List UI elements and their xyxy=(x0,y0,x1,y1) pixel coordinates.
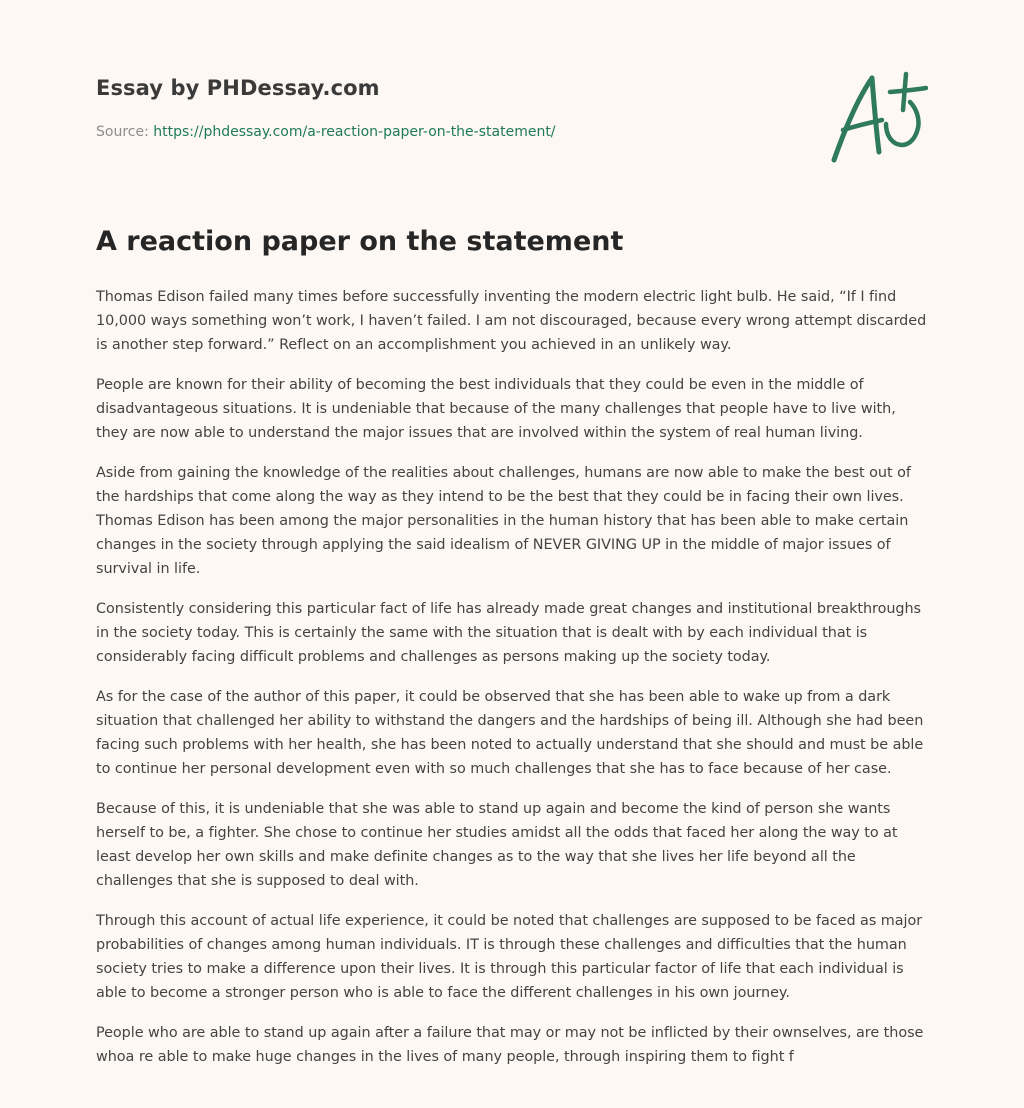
essay-paragraph: Through this account of actual life experience, it could be noted that challenges are supposed to be faced as major probabilities of changes among human individuals. IT is through these challenges and difficulties that the human society tries to make a difference upon their lives. It is through this particular factor of life that each individual is able to become a stronger person who is able to face the different challenges in his own journey. xyxy=(96,913,923,1001)
essay-paragraph: As for the case of the author of this paper, it could be observed that she has been able to wake up from a dark situation that challenged her ability to withstand the dangers and the hardships of being ill. Although she had been facing such problems with her health, she has been noted to actually understand that she should and must be able to continue her personal development even with so much challenges that she has to face because of her case. xyxy=(96,689,924,777)
essay-paragraph: Consistently considering this particular fact of life has already made great changes and institutional breakthroughs in the society today. This is certainly the same with the situation that is dealt with by each individual that is considerably facing difficult problems and challenges as persons making up the society today. xyxy=(96,601,921,665)
essay-paragraph: People who are able to stand up again after a failure that may or may not be inflicted by their ownselves, are those whoa re able to make huge changes in the lives of many people, through inspiring them to fight f xyxy=(96,1025,924,1065)
essay-title: A reaction paper on the statement xyxy=(96,226,624,257)
source-link[interactable]: https://phdessay.com/a-reaction-paper-on-the-statement/ xyxy=(153,124,556,140)
source-line xyxy=(96,124,556,140)
essay-paragraph: Thomas Edison failed many times before successfully inventing the modern electric light bulb. He said, “If I find 10,000 ways something won’t work, I haven’t failed. I am not discouraged, because every wrong attempt discarded is another step forward.” Reflect on an accomplishment you achieved in an unlikely way. xyxy=(96,289,927,353)
essay-paragraph: Aside from gaining the knowledge of the realities about challenges, humans are now able to make the best out of the hardships that come along the way as they intend to be the best that they could be in facing their own lives. Thomas Edison has been among the major personalities in the human history that has been able to make certain changes in the society through applying the said idealism of NEVER GIVING UP in the middle of major issues of survival in life. xyxy=(96,465,911,577)
site-brand: Essay by PHDessay.com xyxy=(96,76,380,100)
essay-paragraph: Because of this, it is undeniable that she was able to stand up again and become the kind of person she wants herself to be, a fighter. She chose to continue her studies amidst all the odds that faced her along the way to at least develop her own skills and make definite changes as to the way that she lives her life beyond all the challenges that she is supposed to deal with. xyxy=(96,801,898,889)
essay-body xyxy=(96,285,928,1085)
source-label: Source: xyxy=(96,124,154,140)
essay-paragraph: People are known for their ability of becoming the best individuals that they could be even in the middle of disadvantageous situations. It is undeniable that because of the many challenges that people have to live with, they are now able to understand the major issues that are involved within the system of real human living. xyxy=(96,377,896,441)
a-plus-logo-icon xyxy=(826,66,928,166)
